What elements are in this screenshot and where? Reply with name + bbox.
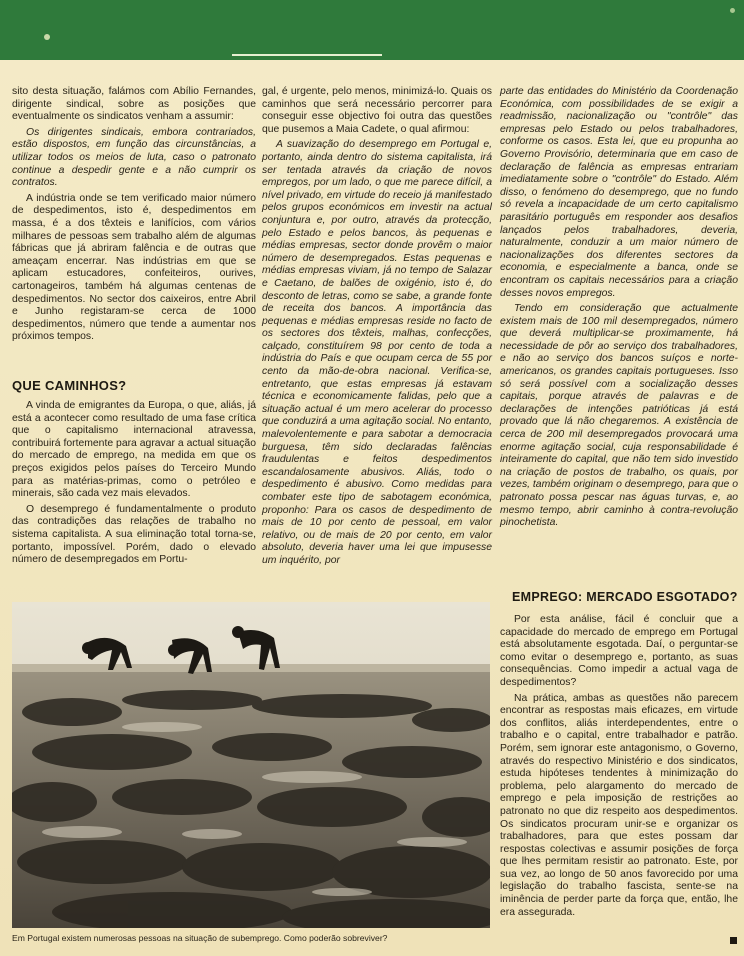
photo-illustration xyxy=(12,602,490,928)
beach-workers-photo xyxy=(12,602,490,928)
photo-caption: Em Portugal existem numerosas pessoas na situação de subemprego. Como poderão sobreviver? xyxy=(12,933,388,943)
paragraph: Por esta análise, fácil é concluir que a capacidade do mercado de emprego em Portugal está absolutamente esgotada. Daí, o perguntar-se como evitar o desemprego e, portanto, as suas consequências. Como impedir a actual vaga de despedimentos? xyxy=(500,614,738,688)
header-corner-dot xyxy=(730,8,735,13)
section-heading: QUE CAMINHOS? xyxy=(12,378,127,393)
quote-paragraph: A suavização do desemprego em Portugal e, portanto, ainda dentro do sistema capitalista, irá ser tentada através da criação de novos empregos, por um lado, o que me parece difícil, a nível privado, em virtude do receio já manifestado pelos grupos económicos em investir na actual conjuntura e, por outro, através da protecção, pelo Estado e pelos bancos, às pequenas e médias empresas, sector donde provêm o maior número de desempregados. Estas pequenas e médias empresas viviam, já no tempo de Salazar e Caetano, de balões de oxigénio, isto é, do desconto de letras, como se sabe, a grande fonte de receita dos bancos. A importância das pequenas e médias empresas reside no facto de os sectores dos têxteis, malhas, confecções, calçado, constituírem 98 por cento de toda a indústria do País e que ocupam cerca de 55 por cento da mão-de-obra nacional. Verifica-se, entretanto, que estas empresas já estavam técnica e economicamente falidas, pelo que a situação actual é um mero acelerar do processo que conduzirá a uma agitação social. No entanto, malevolentemente e para sabotar a democracia burguesa, têm sido declaradas falências fraudulentas e feitos despedimentos escandalosamente abusivos. Aliás, todo o despedimento é abusivo. Como medidas para combater este tipo de sabotagem económica, proponho: Para os casos de despedimento de mais de 10 por cento de pessoal, em valor relativo, ou de mais de 20 por cento, em valor absoluto, deveria haver uma lei que impusesse um inquérito, por xyxy=(262,139,492,566)
section-heading: EMPREGO: MERCADO ESGOTADO? xyxy=(512,590,738,604)
paragraph: gal, é urgente, pelo menos, minimizá-lo. Quais os caminhos que será necessário percorrer para conseguir esse objectivo foi outra das questões que pusemos a Maia Cadete, o qual afirmou: xyxy=(262,86,492,135)
header-bar xyxy=(0,0,744,60)
article-column-4 xyxy=(500,614,738,922)
quote-paragraph: Os dirigentes sindicais, embora contrariados, estão dispostos, em função das circunstâncias, a utilizar todos os meios de luta, caso o patronato continue a despedir gente e a não cumprir os contratos. xyxy=(12,126,256,189)
header-rule xyxy=(232,54,382,56)
paragraph: Na prática, ambas as questões não parecem encontrar as respostas mais eficazes, em virtude dos conflitos, aliás interdependentes, entre o trabalho e o capital, entre trabalhador e patrão. Porém, sem ignorar este antagonismo, o Governo, através do respectivo Ministério e dos sindicatos, estuda hipóteses tendentes à minimização do problema, pelo alargamento do mercado de emprego e pela imposição de restrições ao patronato no que diz respeito aos despedimentos. Os sindicatos procuram unir-se e organizar os trabalhadores, para que estes possam dar respostas colectivas e assumir posições de força que lhes permitam resistir ao patronato. Este, por sua vez, ao longo de 50 anos favorecido por uma legislação do trabalho fascista, sente-se na iminência de perder parte da força que, então, lhe era assegurada. xyxy=(500,692,738,918)
article-column-1 xyxy=(12,86,256,347)
article-column-2 xyxy=(262,86,492,571)
paragraph: A vinda de emigrantes da Europa, o que, aliás, já está a acontecer como resultado de uma fase crítica que o capitalismo internacional atravessa, contribuirá fortemente para agravar a actual situação do mercado de emprego, na medida em que os preços exigidos pelos países do Terceiro Mundo para as matérias-primas, como o petróleo e minerais, são cada vez mais elevados. xyxy=(12,400,256,500)
paragraph: A indústria onde se tem verificado maior número de despedimentos, isto é, despedimentos em massa, é a dos têxteis e lanifícios, com vários milhares de pessoas sem trabalho além de algumas fábricas que já abriram falência e de outras que ameaçam encerrar. Nas indústrias em que se aplicam estucadores, confeiteiros, ourives, cartonageiros, também há algumas centenas de despedimentos. No sector dos caixeiros, entre Abril e Junho registaram-se cerca de 1000 despedimentos, número que tende a aumentar nos próximos tempos. xyxy=(12,192,256,343)
article-column-1-lower xyxy=(12,400,256,570)
quote-paragraph: parte das entidades do Ministério da Coordenação Económica, com possibilidades de se exigir a readmissão, nacionalização ou "contrôle" das empresas pelo Estado ou pelos trabalhadores, conforme os casos. Esta lei, que eu propunha ao Governo Provisório, determinaria que em caso de declaração de falência as empresas entrariam imediatamente sobre o "contrôle" do Estado. Além disso, o fenómeno do desemprego, que no fundo só revela a incapacidade de um certo capitalismo parasitário português em responder aos desafios lançados pelos trabalhadores, deveria, naturalmente, conduzir a um maior número de nacionalizações dos diferentes sectores da economia, e especialmente a banca, onde se encontram os capitais necessários para a criação desses novos empregos. xyxy=(500,86,738,299)
paragraph: sito desta situação, falámos com Abílio Fernandes, dirigente sindical, sobre as posições que eventualmente os sindicatos venham a assumir: xyxy=(12,86,256,123)
article-column-3 xyxy=(500,86,738,533)
header-dot xyxy=(44,34,50,40)
paragraph: O desemprego é fundamentalmente o produto das contradições das relações de trabalho no sistema capitalista. A sua eliminação total torna-se, portanto, impossível. Porém, dado o elevado número de desempregados em Portu- xyxy=(12,503,256,566)
end-of-article-mark xyxy=(730,937,737,944)
quote-paragraph: Tendo em consideração que actualmente existem mais de 100 mil desempregados, número que deverá multiplicar-se proximamente, há necessidade de pôr ao serviço dos trabalhadores, e não ao serviço dos bancos suíços e norte-americanos, os grandes capitais portugueses. Isso só será possível com a socialização desses capitais, porque através de palavras e de declarações de intenções patrióticas já está provado que lá não chegaremos. A existência de cerca de 200 mil desempregados provocará uma enorme agitação social, cuja responsabilidade é inteiramente do capital, que não tem sido investido na criação de postos de trabalho, os quais, por vezes, também originam o desemprego, para que o patronato possa pescar nas águas turvas, e, ao mesmo tempo, abrir caminho à contra-revolução pinochetista. xyxy=(500,303,738,529)
